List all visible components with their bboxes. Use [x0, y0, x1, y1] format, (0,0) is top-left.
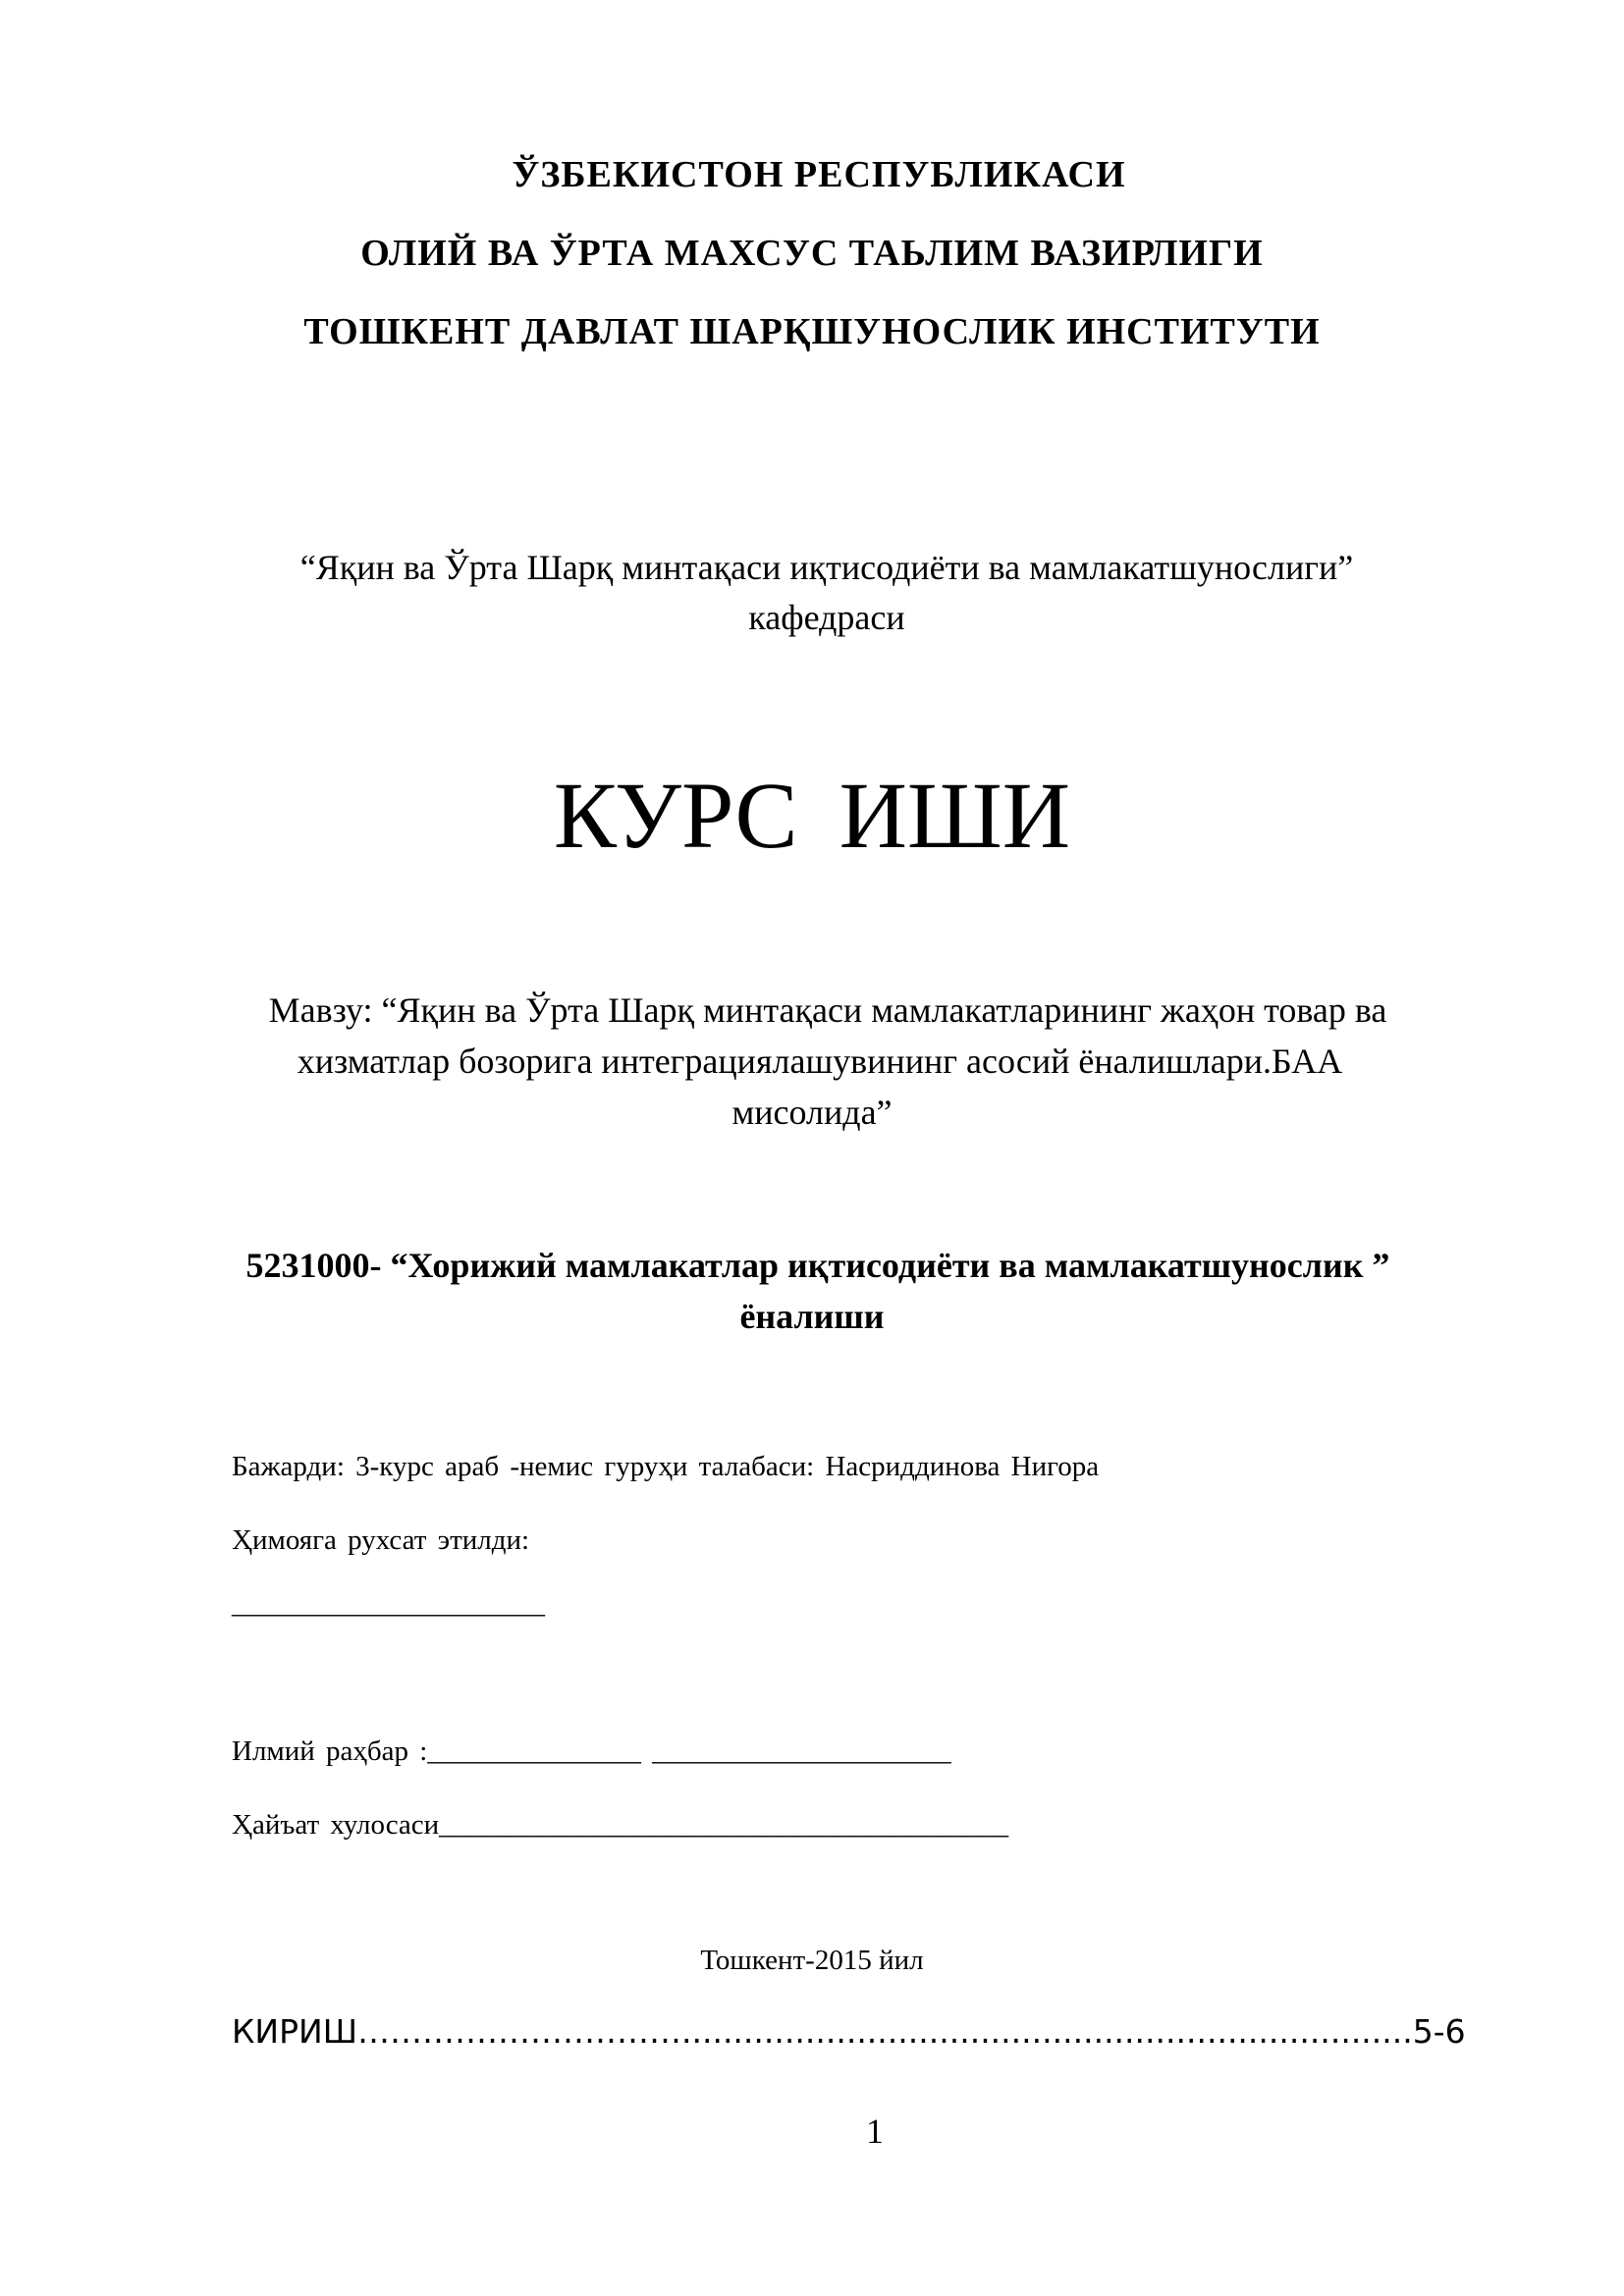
toc-entry-introduction: КИРИШ………………………….......................................................................5-6	[232, 2012, 1466, 2051]
header-republic: ЎЗБЕКИСТОН РЕСПУБЛИКАСИ	[512, 154, 1126, 195]
topic-line-1: Мавзу: “Яқин ва Ўрта Шарқ минтақаси мамлакатларининг жаҳон товар ва	[268, 990, 1387, 1030]
header-ministry: ОЛИЙ ВА ЎРТА МАХСУС ТАЬЛИМ ВАЗИРЛИГИ	[360, 233, 1264, 274]
topic-line-3: мисолида”	[731, 1093, 893, 1132]
department-label: кафедраси	[748, 598, 905, 637]
done-by-field: Бажарди: 3-курс араб -немис гуруҳи талабаси: Насриддинова Нигора	[232, 1451, 1100, 1482]
specialty-line-2: ёналиши	[739, 1297, 885, 1336]
page-number: 1	[866, 2111, 884, 2151]
topic-line-2: хизматлар бозорига интеграциялашувининг асосий ёналишлари.БАА	[297, 1041, 1343, 1081]
specialty-line-1: 5231000- “Хорижий мамлакатлар иқтисодиёти ва мамлакатшунослик ”	[245, 1246, 1390, 1285]
defense-permission-field: Ҳимояга рухсат этилди:	[232, 1524, 530, 1556]
commission-conclusion-field: Ҳайъат хулосаси________________________________________	[232, 1809, 1009, 1841]
supervisor-field: Илмий раҳбар :_______________ _____________________	[232, 1735, 951, 1767]
header-institute: ТОШКЕНТ ДАВЛАТ ШАРҚШУНОСЛИК ИНСТИТУТИ	[303, 311, 1321, 352]
document-title: КУРС ИШИ	[553, 763, 1071, 868]
department-name: “Яқин ва Ўрта Шарқ минтақаси иқтисодиёти ва мамлакатшунослиги”	[299, 548, 1354, 587]
city-year: Тошкент-2015 йил	[700, 1945, 924, 1976]
signature-blank: ______________________	[232, 1588, 545, 1620]
